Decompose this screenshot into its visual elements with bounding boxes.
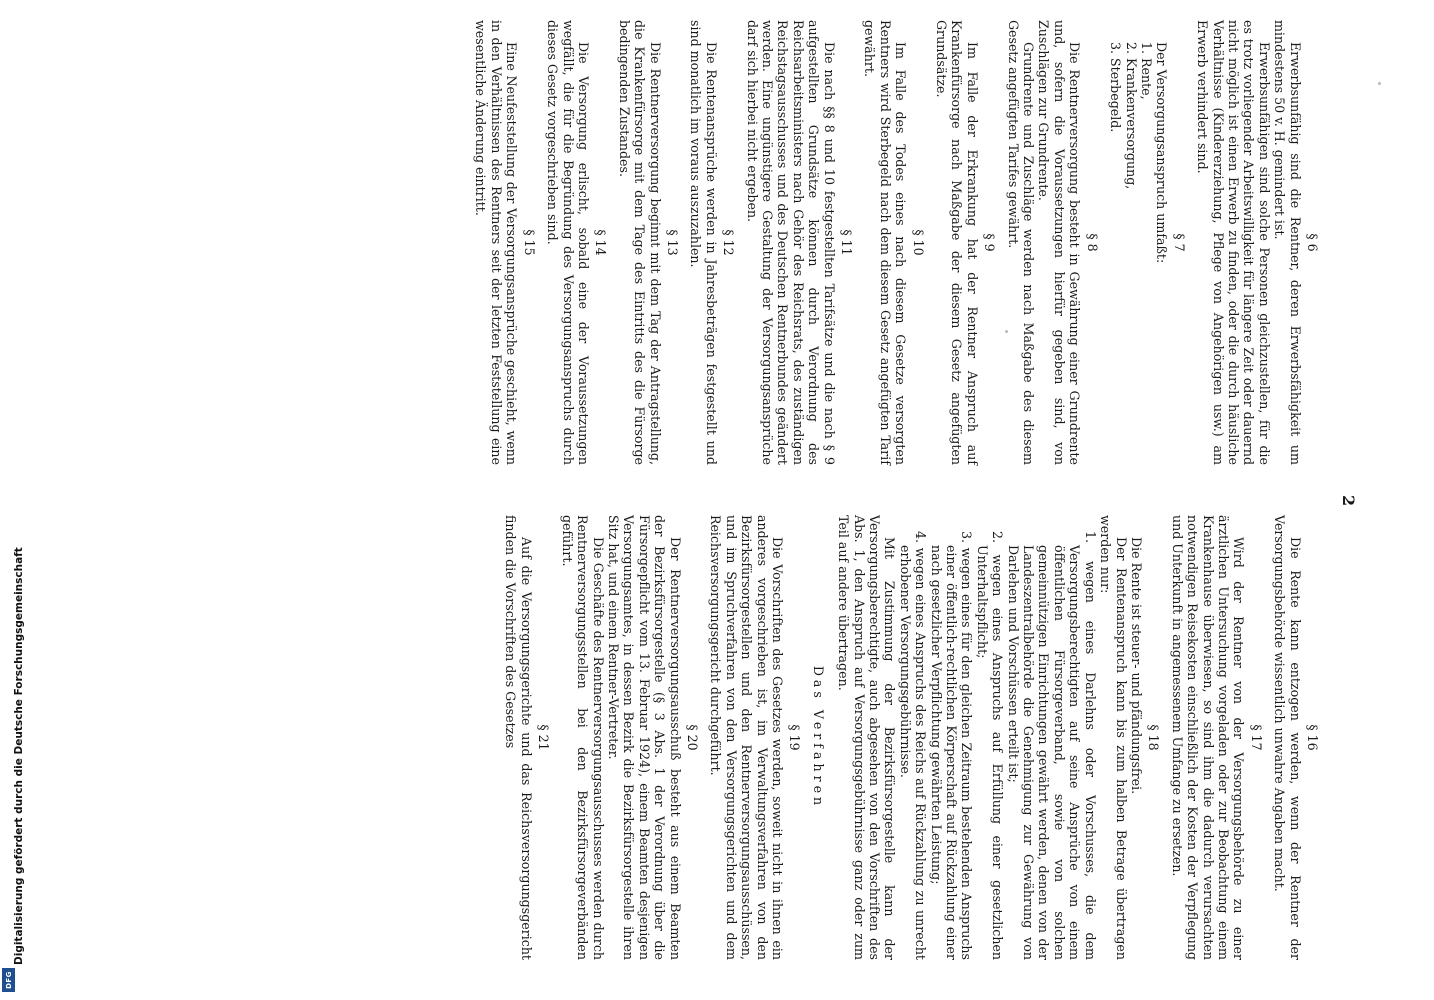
paragraph: Erwerbsunfähigen sind solche Personen gleichzustellen, für die es trotz vorliegender Arbeitswilligkeit für längere Zeit oder dauernd nicht möglich ist einen Erwerb zu finden, oder die durch häusliche Verhältnisse (Kindererziehung, Pflege von Angehörigen usw.) am Erwerb verhindert sind. bbox=[1195, 20, 1272, 465]
section-heading: § 20 bbox=[684, 724, 700, 751]
paragraph: Die Versorgung erlischt, sobald eine der Voraussetzungen wegfällt, die für die Begründung des Versorgungsanspruchs durch dieses Gesetz vorgeschrieben sind. bbox=[545, 20, 591, 465]
paragraph: Die Rentnerversorgung beginnt mit dem Tag der Antragstellung, die Krankenfürsorge mit dem Tage des Eintritts des die Fürsorge bedingenden Zustandes. bbox=[616, 20, 663, 465]
paragraph: Der Versorgungsanspruch umfaßt: bbox=[1154, 42, 1170, 264]
list-item: 2. Krankenversorgung, bbox=[1123, 42, 1139, 190]
chapter-title: Das Verfahren bbox=[810, 665, 826, 810]
list-item: 4. wegen eines Anspruchs des Reichs auf Rückzahlung zu unrecht erhobener Versorgungsgebührnisse. bbox=[897, 531, 929, 960]
list-item: 1. Rente, bbox=[1138, 42, 1154, 100]
section-heading: § 7 bbox=[1171, 233, 1187, 252]
section-heading: § 16 bbox=[1305, 724, 1320, 751]
digitization-credit: Digitalisierung gefördert durch die Deutsche Forschungsgemeinschaft bbox=[13, 547, 25, 965]
section-heading: § 13 bbox=[664, 229, 680, 256]
paragraph: Der Rentnerversorgungsausschuß besteht aus einem Beamten der Bezirksfürsorgestelle (§ 3 Abs. 1 der Verordnung über die Fürsorgepflicht vom 13. Februar 1924), einem Beamten desjenigen Versorgungsamtes, in dessen Bezirk die Bezirksfürsorgestelle ihren Sitz hat, und einem Rentner-Vertreter. bbox=[605, 515, 683, 960]
paragraph: Im Falle der Erkrankung hat der Rentner Anspruch auf Krankenfürsorge nach Maßgabe der diesem Gesetz angefügten Grundsätze. bbox=[934, 20, 980, 465]
scan-speck bbox=[1378, 82, 1381, 85]
paragraph: Die Rentnerversorgung besteht in Gewährung einer Grundrente und, sofern die Voraussetzungen hierfür gegeben sind, von Zuschlägen zur Grundrente. bbox=[1036, 20, 1083, 465]
paragraph: Mit Zustimmung der Bezirksfürsorgestelle kann der Versorgungsberechtigte, auch abgesehen von den Vorschriften des Abs. 1, den Anspruch auf Versorgungsgebührnisse ganz oder zum Teil auf andere übertragen. bbox=[836, 515, 898, 960]
dfg-logo-icon bbox=[2, 968, 15, 992]
footer-band bbox=[0, 0, 25, 1000]
section-heading: § 11 bbox=[839, 229, 855, 256]
paragraph: Im Falle des Todes eines nach diesem Gesetze versorgten Rentners wird Sterbegeld nach dem diesem Gesetz angefügten Tarif gewährt. bbox=[862, 20, 909, 465]
list-item: 3. wegen eines für den gleichen Zeitraum bestehenden Anspruchs einer öffentlich-rechtlichen Körperschaft auf Rückzahlung einer nach gesetzlicher Verpflichtung gewährten Leistung; bbox=[928, 531, 975, 960]
paragraph: Auf die Versorgungsgerichte und das Reichsversorgungsgericht finden die Vorschriften des Gesetzes bbox=[503, 515, 534, 960]
section-heading: § 8 bbox=[1084, 233, 1100, 252]
dfg-logo-label: DFG bbox=[4, 971, 13, 989]
rotated-document-page bbox=[130, 10, 1370, 990]
transfer-conditions-list bbox=[897, 515, 1097, 960]
section-heading: § 10 bbox=[910, 229, 926, 256]
paragraph: Grundrente und Zuschläge werden nach Maßgabe des diesem Gesetz angefügten Tarifes gewährt. bbox=[1005, 20, 1037, 465]
paragraph: Erwerbsunfähig sind die Rentner, deren Erwerbsfähigkeit um mindestens 50 v. H. gemindert ist. bbox=[1272, 20, 1303, 465]
section-heading: § 15 bbox=[521, 229, 537, 256]
text-column-right bbox=[503, 515, 1328, 960]
claim-list bbox=[1108, 20, 1154, 465]
section-heading: § 9 bbox=[982, 233, 998, 252]
section-heading: § 12 bbox=[721, 229, 737, 256]
page-number: 2 bbox=[1339, 495, 1358, 507]
paragraph: Die nach §§ 8 und 10 festgestellten Tarifsätze und die nach § 9 aufgestellten Grundsätze können durch Verordnung des Reichsarbeitsministers nach Gehör des Reichsrats, des zuständigen Reichstagsausschusses und des Deutschen Rentnerbundes geändert werden. Eine ungünstigere Gestaltung der Versorgungsansprüche darf sich hierbei nicht ergeben. bbox=[744, 20, 837, 465]
paragraph: Der Rentenanspruch kann bis zum halben Betrage übertragen werden nur: bbox=[1098, 515, 1129, 960]
paragraph: Die Vorschriften des Gesetzes werden, soweit nicht in ihnen ein anderes vorgeschrieben ist, im Verwaltungsverfahren von den Bezirksfürsorgestellen und den Rentnerversorgungsausschüssen, und im Spruchverfahren von den Versorgungsgerichten und dem Reichsversorgungsgericht durchgeführt. bbox=[708, 515, 785, 960]
section-heading: § 17 bbox=[1248, 724, 1264, 751]
section-heading: § 21 bbox=[536, 724, 552, 751]
paragraph: Die Rente ist steuer- und pfändungsfrei. bbox=[1128, 537, 1144, 795]
list-item: 1. wegen eines Darlehns oder Vorschusses, die dem Versorgungsberechtigten auf seine Ansprüche von einem öffentlichen Fürsorgeverband, sowie von solchen gemeinnützigen Einrichtungen gewährt werden, denen von der Landeszentralbehörde die Genehmigung zur Gewährung von Darlehen und Vorschüssen erteilt ist; bbox=[1005, 531, 1098, 960]
list-item: 3. Sterbegeld. bbox=[1108, 42, 1124, 133]
section-heading: § 6 bbox=[1305, 233, 1320, 252]
paragraph: Die Rentenansprüche werden in Jahresbeträgen festgestellt und sind monatlich im voraus auszuzahlen. bbox=[688, 20, 719, 465]
paragraph: Die Rente kann entzogen werden, wenn der Rentner der Versorgungsbehörde wissentlich unwahre Angaben macht. bbox=[1272, 515, 1303, 960]
section-heading: § 19 bbox=[787, 724, 803, 751]
paragraph: Eine Neufeststellung der Versorgungsansprüche geschieht, wenn in den Verhältnissen des Rentners seit der letzten Feststellung eine wesentliche Änderung eintritt. bbox=[473, 20, 520, 465]
list-item: 2. wegen eines Anspruchs auf Erfüllung einer gesetzlichen Unterhaltspflicht; bbox=[974, 531, 1006, 960]
paragraph: Die Geschäfte des Rentnerversorgungsausschusses werden durch Rentnerversorgungsstellen bei den Bezirksfürsorgeverbänden geführt. bbox=[559, 515, 606, 960]
paragraph: Wird der Rentner von der Versorgungsbehörde zu einer ärztlichen Untersuchung vorgeladen oder zur Beobachtung einem Krankenhause überwiesen, so sind ihm die dadurch verursachten notwendigen Reisekosten einschließlich der Kosten der Verpflegung und Unterkunft in angemessenem Umfange zu ersetzen. bbox=[1169, 515, 1247, 960]
section-heading: § 18 bbox=[1146, 724, 1162, 751]
section-heading: § 14 bbox=[593, 229, 609, 256]
text-column-left bbox=[473, 20, 1328, 465]
